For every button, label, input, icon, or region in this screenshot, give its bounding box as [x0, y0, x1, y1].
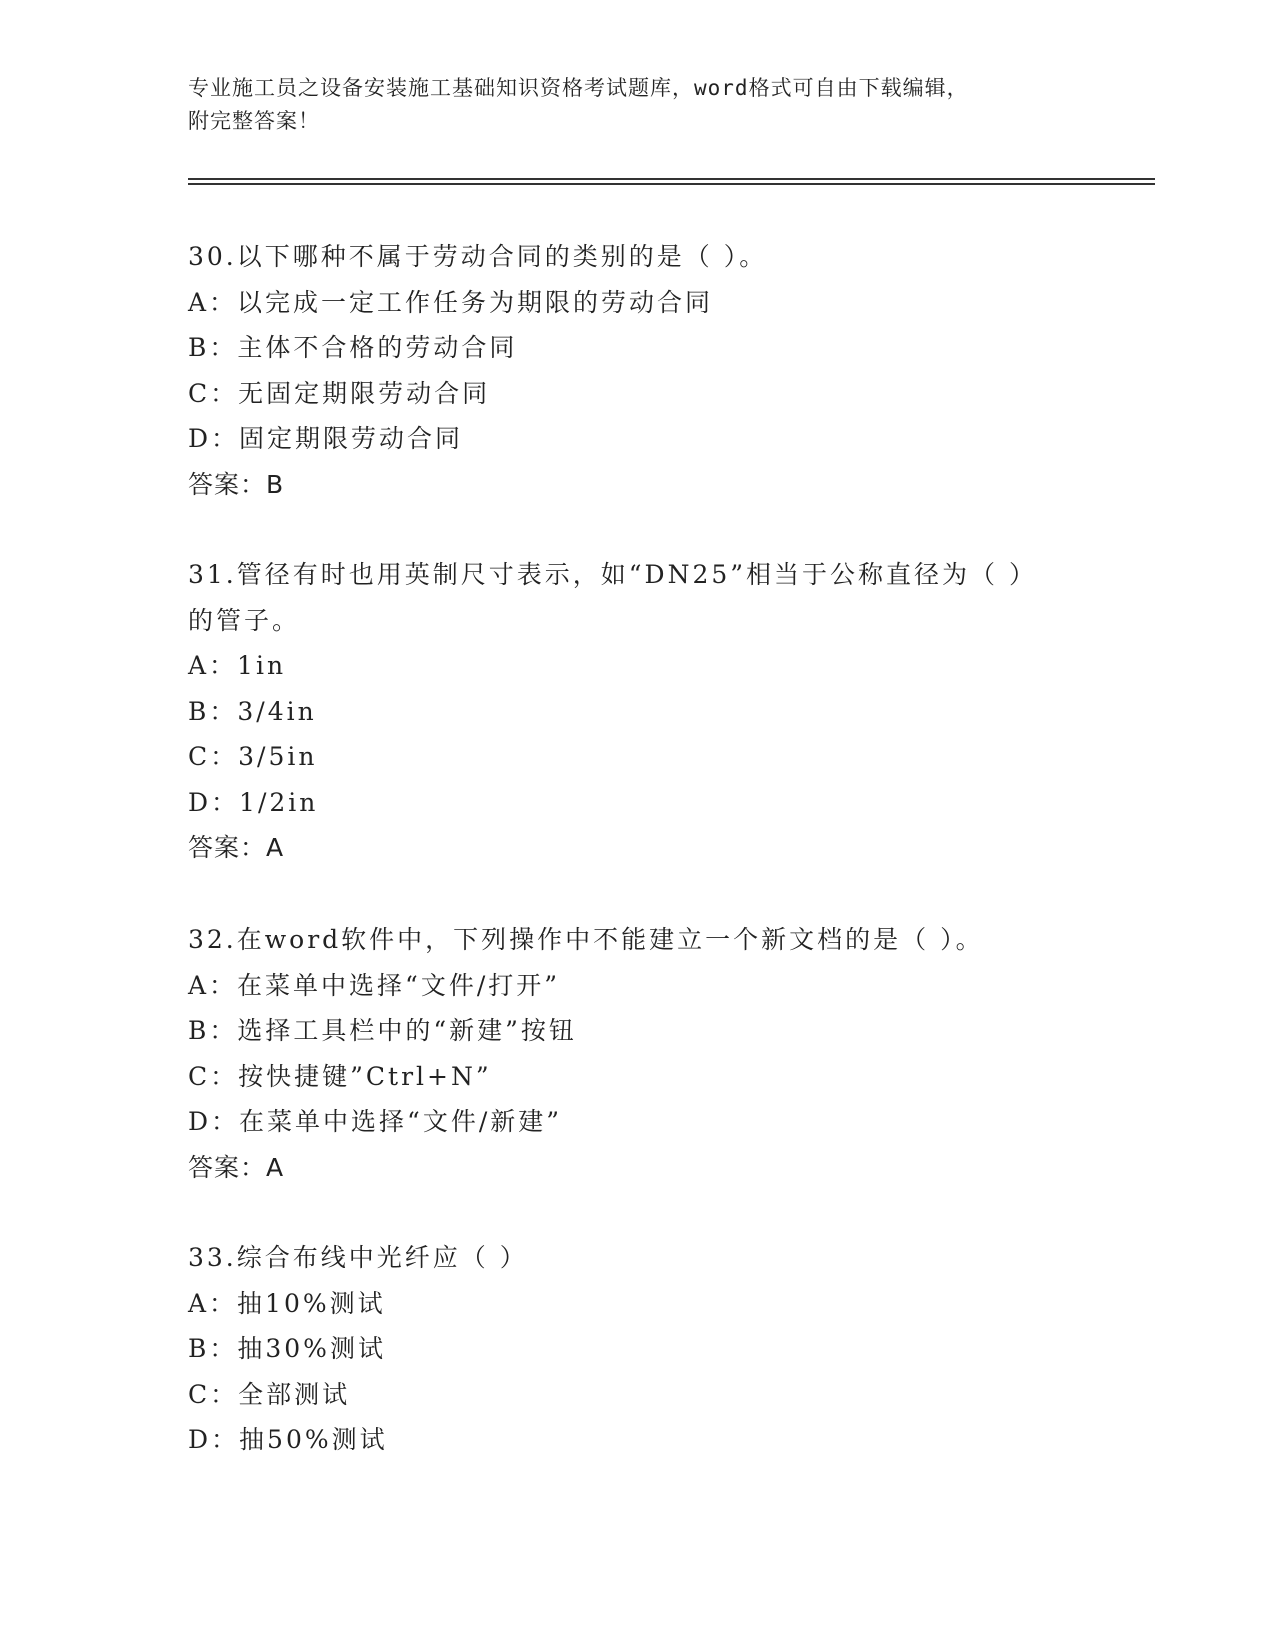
option-a: A：在菜单中选择“文件/打开”: [188, 970, 561, 1000]
option-c: C：全部测试: [188, 1379, 351, 1409]
option-a: A：以完成一定工作任务为期限的劳动合同: [188, 287, 714, 317]
question-stem: 32.在word软件中，下列操作中不能建立一个新文档的是（ ）。: [188, 925, 984, 954]
option-b: B：3/4in: [188, 696, 317, 726]
option-b: B：选择工具栏中的“新建”按钮: [188, 1016, 577, 1045]
option-a: A：抽10%测试: [188, 1288, 386, 1318]
document-header: [188, 72, 1108, 138]
question-stem: 33.综合布线中光纤应（ ）: [188, 1243, 528, 1272]
option-c: C：3/5in: [188, 742, 318, 771]
option-c: C：按快捷键”Ctrl+N”: [188, 1061, 492, 1091]
question-32: [188, 917, 1088, 1190]
question-stem: 31.管径有时也用英制尺寸表示，如“DN25”相当于公称直径为（ ）: [188, 560, 1037, 589]
header-title-line-1: 专业施工员之设备安装施工基础知识资格考试题库，word格式可自由下载编辑，: [188, 76, 969, 100]
question-stem-continued: 的管子。: [188, 605, 301, 635]
option-d: D：固定期限劳动合同: [188, 424, 464, 453]
answer-line: 答案：A: [188, 833, 285, 862]
question-stem: 30.以下哪种不属于劳动合同的类别的是（ ）。: [188, 242, 768, 271]
answer-line: 答案：B: [188, 469, 285, 499]
answer-line: 答案：A: [188, 1152, 285, 1182]
header-divider-top: [188, 178, 1155, 180]
option-a: A：1in: [188, 651, 287, 680]
header-divider-bottom: [188, 183, 1155, 185]
option-d: D：抽50%测试: [188, 1425, 388, 1454]
option-d: D：在菜单中选择“文件/新建”: [188, 1107, 563, 1136]
option-c: C：无固定期限劳动合同: [188, 378, 491, 408]
question-30: [188, 234, 1088, 507]
option-d: D：1/2in: [188, 787, 319, 817]
option-b: B：主体不合格的劳动合同: [188, 333, 518, 362]
question-33: [188, 1235, 1088, 1463]
option-b: B：抽30%测试: [188, 1334, 386, 1363]
header-title-line-2: 附完整答案！: [188, 109, 320, 133]
question-31: [188, 552, 1088, 871]
